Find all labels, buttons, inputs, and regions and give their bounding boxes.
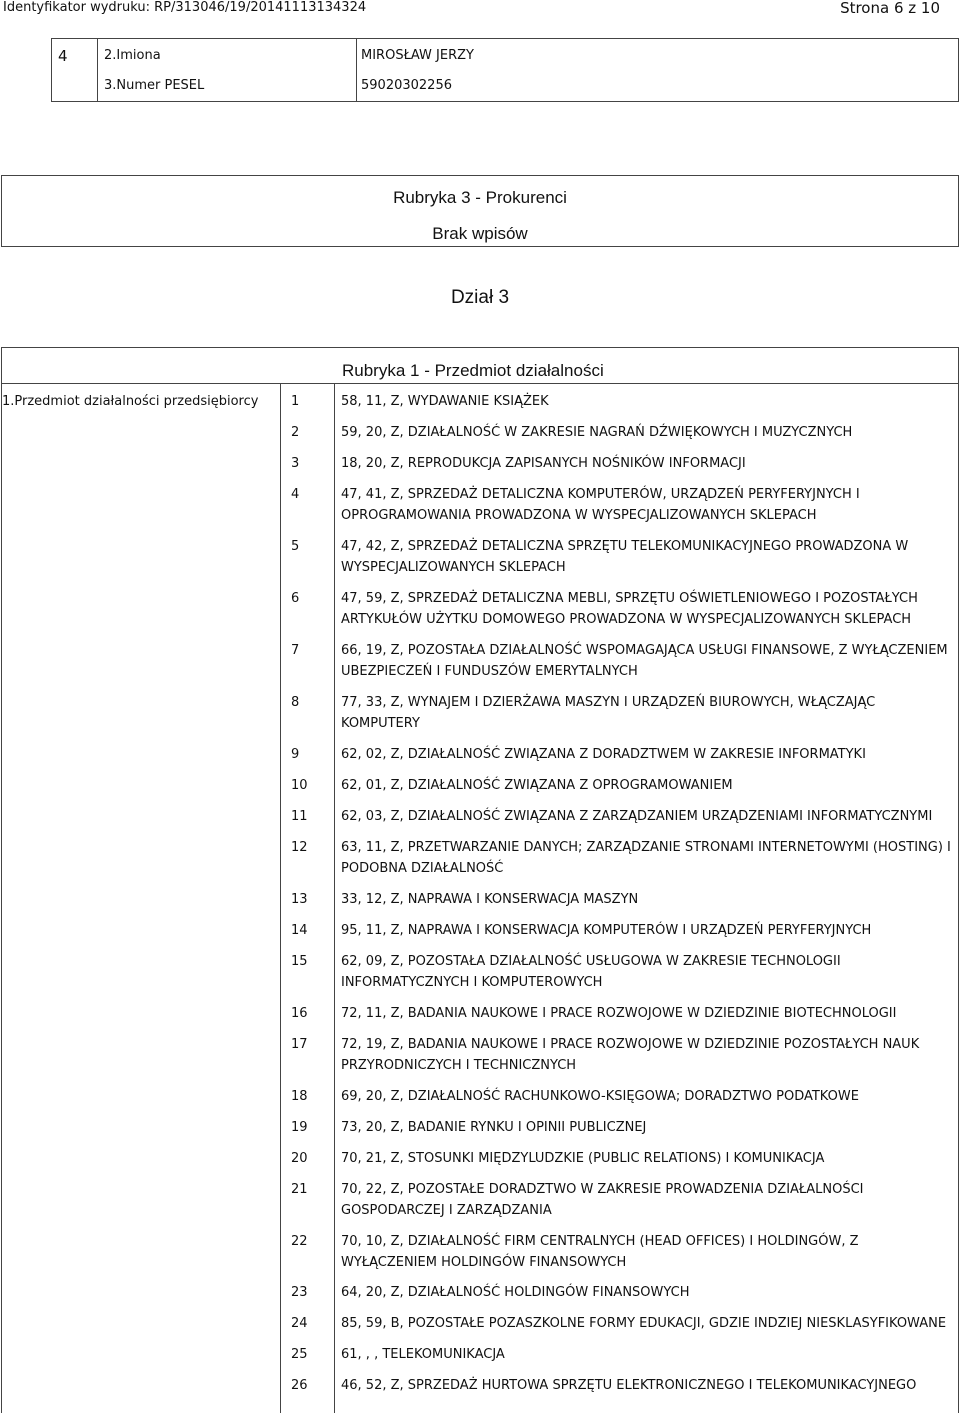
activity-row-number: 12 [291,840,308,855]
activity-row-text: 70, 22, Z, POZOSTAŁE DORADZTWO W ZAKRESIE PROWADZENIA DZIAŁALNOŚCI GOSPODARCZEJ I ZARZĄDZANIA [341,1182,864,1218]
activity-row-text: 18, 20, Z, REPRODUKCJA ZAPISANYCH NOŚNIKÓW INFORMACJI [341,456,746,471]
activity-row-number: 4 [291,487,300,502]
activity-row-text: 95, 11, Z, NAPRAWA I KONSERWACJA KOMPUTERÓW I URZĄDZEŃ PERYFERYJNYCH [341,923,872,938]
activity-row-text: 64, 20, Z, DZIAŁALNOŚĆ HOLDINGÓW FINANSOWYCH [341,1285,690,1300]
activity-row-number: 24 [291,1316,308,1331]
activity-row-text: 70, 21, Z, STOSUNKI MIĘDZYLUDZKIE (PUBLIC RELATIONS) I KOMUNIKACJA [341,1151,825,1166]
activity-row-number: 2 [291,425,300,440]
activity-row-text: 77, 33, Z, WYNAJEM I DZIERŻAWA MASZYN I URZĄDZEŃ BIUROWYCH, WŁĄCZAJĄC KOMPUTERY [341,695,876,731]
activity-row-text: 61, , , TELEKOMUNIKACJA [341,1347,505,1362]
activity-row-number: 22 [291,1234,308,1249]
activity-row-number: 18 [291,1089,308,1104]
activity-row-number: 14 [291,923,308,938]
activity-row-number: 8 [291,695,300,710]
activity-row-text: 46, 52, Z, SPRZEDAŻ HURTOWA SPRZĘTU ELEKTRONICZNEGO I TELEKOMUNIKACYJNEGO [341,1378,917,1393]
print-identifier: Identyfikator wydruku: RP/313046/19/20141113134324 [3,0,367,15]
activity-row-number: 11 [291,809,308,824]
activity-row-text: 59, 20, Z, DZIAŁALNOŚĆ W ZAKRESIE NAGRAŃ DŹWIĘKOWYCH I MUZYCZNYCH [341,425,853,440]
activity-row-number: 21 [291,1182,308,1197]
activity-row-number: 16 [291,1006,308,1021]
activity-row-text: 70, 10, Z, DZIAŁALNOŚĆ FIRM CENTRALNYCH (HEAD OFFICES) I HOLDINGÓW, Z WYŁĄCZENIEM HOLDINGÓW FINANSOWYCH [341,1234,859,1270]
activity-row-number: 7 [291,643,300,658]
person-label-divider [356,38,357,102]
activity-row-number: 13 [291,892,308,907]
activity-row-number: 10 [291,778,308,793]
rubric1-title-divider [1,383,959,384]
activity-row-text: 85, 59, B, POZOSTAŁE POZASZKOLNE FORMY EDUKACJI, GDZIE INDZIEJ NIESKLASYFIKOWANE [341,1316,947,1331]
activity-row-text: 62, 03, Z, DZIAŁALNOŚĆ ZWIĄZANA Z ZARZĄDZANIEM URZĄDZENIAMI INFORMATYCZNYMI [341,809,933,824]
activity-row-number: 17 [291,1037,308,1052]
activity-row-number: 5 [291,539,300,554]
activity-row-text: 62, 02, Z, DZIAŁALNOŚĆ ZWIĄZANA Z DORADZTWEM W ZAKRESIE INFORMATYKI [341,747,866,762]
activity-row-text: 33, 12, Z, NAPRAWA I KONSERWACJA MASZYN [341,892,639,907]
rubric1-title: Rubryka 1 - Przedmiot działalności [342,361,604,380]
first-names-label: 2.Imiona [104,48,161,63]
activity-row-text: 66, 19, Z, POZOSTAŁA DZIAŁALNOŚĆ WSPOMAGAJĄCA USŁUGI FINANSOWE, Z WYŁĄCZENIEM UBEZPIECZEŃ I FUNDUSZÓW EMERYTALNYCH [341,643,948,679]
activity-row-text: 72, 19, Z, BADANIA NAUKOWE I PRACE ROZWOJOWE W DZIEDZINIE POZOSTAŁYCH NAUK PRZYRODNICZYCH I TECHNICZNYCH [341,1037,920,1073]
rubric1-label-divider [280,383,281,1413]
activity-row-number: 25 [291,1347,308,1362]
activity-row-text: 58, 11, Z, WYDAWANIE KSIĄŻEK [341,394,549,409]
rubric1-number-divider [334,383,335,1413]
pesel-value: 59020302256 [361,78,452,93]
section-title: Dział 3 [450,287,510,308]
person-index: 4 [58,47,68,65]
activity-row-number: 6 [291,591,300,606]
activity-row-text: 62, 01, Z, DZIAŁALNOŚĆ ZWIĄZANA Z OPROGRAMOWANIEM [341,778,733,793]
activity-row-number: 20 [291,1151,308,1166]
activity-row-text: 47, 42, Z, SPRZEDAŻ DETALICZNA SPRZĘTU TELEKOMUNIKACYJNEGO PROWADZONA W WYSPECJALIZOWANYCH SKLEPACH [341,539,909,575]
activity-row-number: 15 [291,954,308,969]
activity-row-text: 72, 11, Z, BADANIA NAUKOWE I PRACE ROZWOJOWE W DZIEDZINIE BIOTECHNOLOGII [341,1006,897,1021]
activity-row-text: 63, 11, Z, PRZETWARZANIE DANYCH; ZARZĄDZANIE STRONAMI INTERNETOWYMI (HOSTING) I PODOBNA DZIAŁALNOŚĆ [341,840,951,876]
rubric1-label: 1.Przedmiot działalności przedsiębiorcy [2,394,259,409]
pesel-label: 3.Numer PESEL [104,78,205,93]
first-names-value: MIROSŁAW JERZY [361,48,474,63]
activity-row-text: 69, 20, Z, DZIAŁALNOŚĆ RACHUNKOWO-KSIĘGOWA; DORADZTWO PODATKOWE [341,1089,859,1104]
activity-row-number: 19 [291,1120,308,1135]
activity-row-text: 47, 41, Z, SPRZEDAŻ DETALICZNA KOMPUTERÓW, URZĄDZEŃ PERYFERYJNYCH I OPROGRAMOWANIA PROWADZONA W WYSPECJALIZOWANYCH SKLEPACH [341,487,860,523]
activity-row-number: 1 [291,394,300,409]
activity-row-number: 9 [291,747,300,762]
activity-row-number: 23 [291,1285,308,1300]
person-index-divider [97,38,98,102]
activity-row-number: 26 [291,1378,308,1393]
activity-row-number: 3 [291,456,300,471]
page-number: Strona 6 z 10 [840,0,940,17]
rubric3-status: Brak wpisów [432,224,528,243]
activity-row-text: 73, 20, Z, BADANIE RYNKU I OPINII PUBLICZNEJ [341,1120,647,1135]
activity-row-text: 62, 09, Z, POZOSTAŁA DZIAŁALNOŚĆ USŁUGOWA W ZAKRESIE TECHNOLOGII INFORMATYCZNYCH I KOMPUTEROWYCH [341,954,841,990]
activity-row-text: 47, 59, Z, SPRZEDAŻ DETALICZNA MEBLI, SPRZĘTU OŚWIETLENIOWEGO I POZOSTAŁYCH ARTYKUŁÓW UŻYTKU DOMOWEGO PROWADZONA W WYSPECJALIZOWANYCH SKLEPACH [341,591,918,627]
rubric3-title: Rubryka 3 - Prokurenci [393,188,567,207]
